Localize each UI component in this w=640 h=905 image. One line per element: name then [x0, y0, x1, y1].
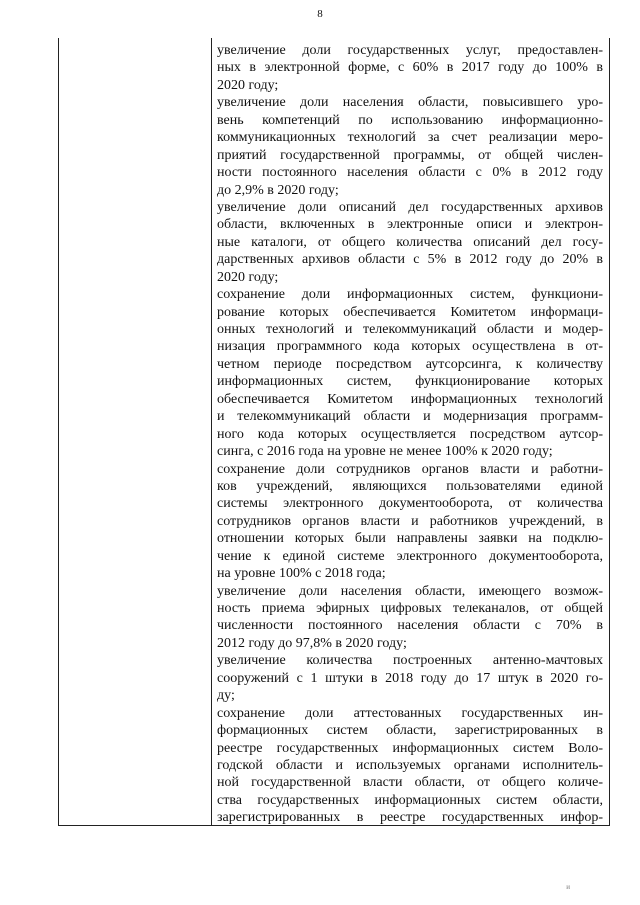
- text-line: увеличение количества построенных антенно-мачтовых: [217, 653, 603, 669]
- text-line: формационных систем области, зарегистрированных в: [217, 723, 603, 739]
- text-line: приятий государственной программы, от общей числен-: [217, 147, 603, 163]
- text-line: увеличение доли государственных услуг, предоставлен-: [217, 43, 603, 58]
- text-line: ков учреждений, являющихся пользователями единой: [217, 478, 603, 494]
- text-line: увеличение доли описаний дел государственных архивов: [217, 199, 603, 215]
- text-line: ных в электронной форме, с 60% в 2017 году до 100% в: [217, 60, 603, 76]
- text-line: 2012 году до 97,8% в 2020 году;: [217, 635, 407, 651]
- text-line: ного кода которых осуществляется посредством аутсор-: [217, 426, 603, 442]
- text-line: коммуникационных технологий за счет реализации меро-: [217, 130, 603, 146]
- text-line: ные каталоги, от общего количества описаний дел госу-: [217, 234, 603, 250]
- page-number: 8: [317, 8, 323, 20]
- text-line: численности постоянного населения области с 70% в: [217, 618, 603, 634]
- text-line: ной государственной власти области, от общего количе-: [217, 775, 603, 791]
- text-line: рование которых обеспечивается Комитетом информаци-: [217, 304, 603, 320]
- text-line: сохранение доли аттестованных государственных ин-: [217, 705, 603, 721]
- text-line: ства государственных информационных систем области,: [217, 792, 603, 808]
- text-line: сооружений с 1 штуки в 2018 году до 17 штук в 2020 го-: [217, 670, 603, 686]
- text-line: синга, с 2016 года на уровне не менее 100% к 2020 году;: [217, 444, 553, 460]
- text-line: системы электронного документооборота, от количества: [217, 496, 603, 512]
- text-line: онных технологий и телекоммуникаций области и модер-: [217, 322, 603, 337]
- text-line: обеспечивается Комитетом информационных технологий: [217, 391, 603, 407]
- text-line: ность приема эфирных цифровых телеканалов, от общей: [217, 601, 603, 616]
- indicators-cell: [217, 42, 603, 827]
- text-line: годской области и используемых органами исполнитель-: [217, 757, 603, 773]
- text-line: реестре государственных информационных систем Воло-: [217, 740, 603, 756]
- text-line: на уровне 100% с 2018 года;: [217, 566, 386, 582]
- text-line: дарственных архивов области с 5% в 2012 году до 20% в: [217, 252, 603, 268]
- column-divider: [211, 38, 212, 825]
- text-line: 2020 году;: [217, 269, 279, 285]
- text-line: ности постоянного населения области с 0% в 2012 году: [217, 165, 603, 181]
- text-line: и телекоммуникаций области и модернизация программ-: [217, 409, 603, 425]
- text-line: чение к единой системе электронного документооборота,: [217, 548, 603, 564]
- text-line: зарегистрированных в реестре государственных инфор-: [217, 810, 603, 826]
- text-line: сохранение доли информационных систем, функциони-: [217, 287, 603, 303]
- text-line: вень компетенций по использованию информационно-: [217, 112, 603, 128]
- text-line: информационных систем, функционирование которых: [217, 374, 603, 390]
- document-table: [58, 38, 610, 826]
- text-line: до 2,9% в 2020 году;: [217, 182, 339, 198]
- text-line: 2020 году;: [217, 77, 279, 93]
- text-line: ду;: [217, 688, 235, 704]
- corner-mark: и: [566, 883, 570, 891]
- text-line: сохранение доли сотрудников органов власти и работни-: [217, 461, 603, 477]
- text-line: области, включенных в электронные описи и электрон-: [217, 217, 603, 233]
- text-line: сотрудников органов власти и работников учреждений, в: [217, 513, 603, 529]
- text-line: увеличение доли населения области, имеющего возмож-: [217, 583, 603, 599]
- text-line: низация программного кода которых осуществлена в от-: [217, 339, 603, 355]
- text-line: увеличение доли населения области, повысившего уро-: [217, 95, 603, 111]
- text-line: четном периоде посредством аутсорсинга, к количеству: [217, 356, 603, 372]
- text-line: отношении которых были направлены заявки на подклю-: [217, 531, 603, 547]
